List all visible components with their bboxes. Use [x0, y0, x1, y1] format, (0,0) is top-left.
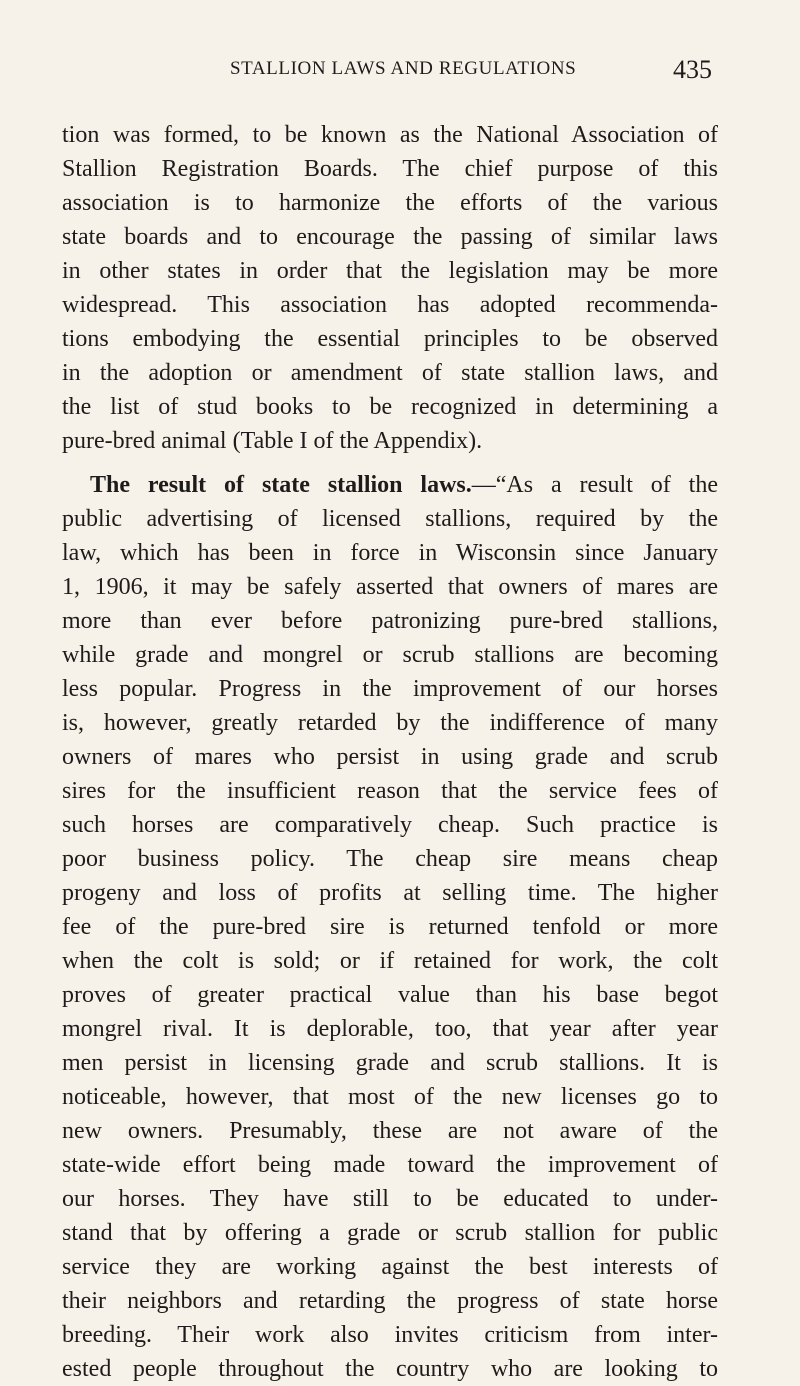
paragraph-1: [62, 118, 718, 458]
running-header: STALLION LAWS AND REGULATIONS: [230, 58, 577, 79]
text-line: proves of greater practical value than his base begot: [62, 982, 718, 1008]
text-line: in other states in order that the legislation may be more: [62, 258, 718, 284]
body-text: [62, 118, 718, 1386]
text-line: public advertising of licensed stallions, required by the: [62, 506, 718, 532]
text-line: men persist in licensing grade and scrub stallions. It is: [62, 1050, 718, 1076]
text-line: the list of stud books to be recognized in determining a: [62, 394, 718, 420]
text-line: their neighbors and retarding the progress of state horse: [62, 1288, 718, 1314]
text-line: while grade and mongrel or scrub stallions are becoming: [62, 642, 718, 668]
text-line: 1, 1906, it may be safely asserted that owners of mares are: [62, 574, 718, 600]
text-line: Stallion Registration Boards. The chief purpose of this: [62, 156, 718, 182]
text-line: poor business policy. The cheap sire means cheap: [62, 846, 718, 872]
text-line: service they are working against the best interests of: [62, 1254, 718, 1280]
text-line: association is to harmonize the efforts of the various: [62, 190, 718, 216]
text-line: less popular. Progress in the improvement of our horses: [62, 676, 718, 702]
text-line: breeding. Their work also invites criticism from inter-: [62, 1322, 718, 1348]
text-line: noticeable, however, that most of the new licenses go to: [62, 1084, 718, 1110]
text-line: tions embodying the essential principles to be observed: [62, 326, 718, 352]
section-heading: The result of state stallion laws.: [90, 472, 472, 498]
heading-continuation: —“As a result of the: [471, 472, 719, 498]
page-number: 435: [673, 55, 712, 84]
text-line: mongrel rival. It is deplorable, too, that year after year: [62, 1016, 718, 1042]
text-line: ested people throughout the country who are looking to: [62, 1356, 718, 1382]
text-line: progeny and loss of profits at selling time. The higher: [62, 880, 718, 906]
text-line: tion was formed, to be known as the National Association of: [62, 122, 718, 148]
paragraph-gap: [62, 458, 718, 468]
text-line: state-wide effort being made toward the improvement of: [62, 1152, 718, 1178]
text-line: such horses are comparatively cheap. Such practice is: [62, 812, 718, 838]
text-line: new owners. Presumably, these are not aware of the: [62, 1118, 718, 1144]
text-line: owners of mares who persist in using grade and scrub: [62, 744, 718, 770]
text-line: state boards and to encourage the passing of similar laws: [62, 224, 718, 250]
text-line: pure-bred animal (Table I of the Appendix).: [62, 428, 483, 454]
text-line: law, which has been in force in Wisconsin since January: [62, 540, 718, 566]
text-line: widespread. This association has adopted recommenda-: [62, 292, 718, 318]
text-line: fee of the pure-bred sire is returned tenfold or more: [62, 914, 718, 940]
text-line: in the adoption or amendment of state stallion laws, and: [62, 360, 718, 386]
text-line: our horses. They have still to be educated to under-: [62, 1186, 718, 1212]
paragraph-2: [62, 468, 718, 1386]
text-line: [62, 468, 718, 502]
text-line: sires for the insufficient reason that the service fees of: [62, 778, 718, 804]
text-line: more than ever before patronizing pure-bred stallions,: [62, 608, 718, 634]
text-line: is, however, greatly retarded by the indifference of many: [62, 710, 718, 736]
text-line: when the colt is sold; or if retained for work, the colt: [62, 948, 718, 974]
text-line: stand that by offering a grade or scrub stallion for public: [62, 1220, 718, 1246]
